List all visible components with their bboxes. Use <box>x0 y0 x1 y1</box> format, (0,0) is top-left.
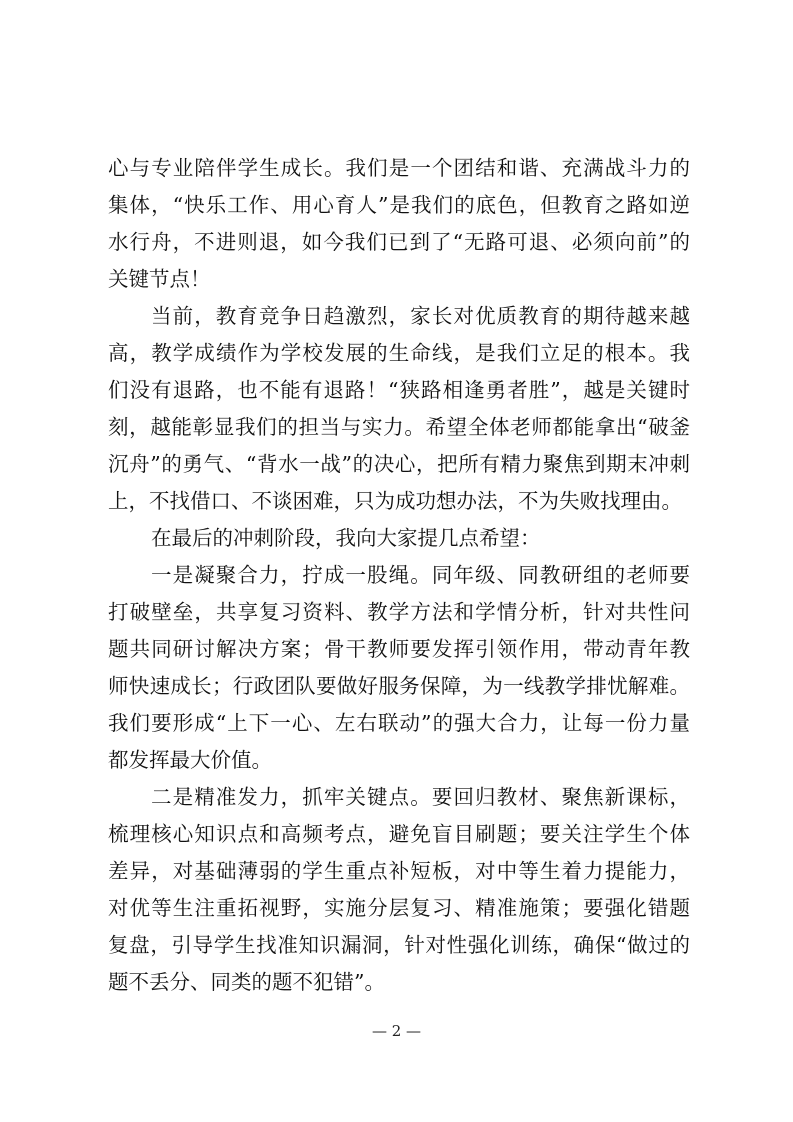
text-line: 题共同研讨解决方案；骨干教师要发挥引领作用，带动青年教 <box>108 637 690 661</box>
text-line: 我们要形成“上下一心、左右联动”的强大合力，让每一份力量 <box>108 711 690 735</box>
document-body <box>108 150 690 1001</box>
text-line: 打破壁垒，共享复习资料、教学方法和学情分析，针对共性问 <box>108 600 690 624</box>
text-line: 题不丢分、同类的题不犯错”。 <box>108 970 385 994</box>
page-number: — 2 — <box>371 1022 422 1040</box>
text-line: 心与专业陪伴学生成长。我们是一个团结和谐、充满战斗力的 <box>108 156 690 180</box>
text-line: 都发挥最大价值。 <box>108 748 272 772</box>
text-line: 师快速成长；行政团队要做好服务保障，为一线教学排忧解难。 <box>108 674 690 698</box>
text-line: 二是精准发力，抓牢关键点。要回归教材、聚焦新课标， <box>151 785 690 809</box>
text-line: 梳理核心知识点和高频考点，避免盲目刷题；要关注学生个体 <box>108 822 690 846</box>
text-line: 水行舟，不进则退，如今我们已到了“无路可退、必须向前”的 <box>108 230 690 254</box>
text-line: 差异，对基础薄弱的学生重点补短板，对中等生着力提能力， <box>108 859 690 883</box>
text-line: 关键节点！ <box>108 267 211 291</box>
paragraph <box>108 520 690 557</box>
text-line: 上，不找借口、不谈困难，只为成功想办法，不为失败找理由。 <box>108 489 682 513</box>
text-line: 们没有退路，也不能有退路！“狭路相逢勇者胜”，越是关键时 <box>108 378 690 402</box>
text-line: 当前，教育竞争日趋激烈，家长对优质教育的期待越来越 <box>151 304 690 328</box>
text-line: 刻，越能彰显我们的担当与实力。希望全体老师都能拿出“破釜 <box>108 415 690 439</box>
text-line: 对优等生注重拓视野，实施分层复习、精准施策；要强化错题 <box>108 896 690 920</box>
text-line: 在最后的冲刺阶段，我向大家提几点希望： <box>151 526 541 550</box>
paragraph <box>108 779 690 1001</box>
paragraph <box>108 298 690 520</box>
paragraph <box>108 150 690 298</box>
paragraph <box>108 557 690 779</box>
text-line: 复盘，引导学生找准知识漏洞，针对性强化训练，确保“做过的 <box>108 933 690 957</box>
text-line: 沉舟”的勇气、“背水一战”的决心，把所有精力聚焦到期末冲刺 <box>108 452 690 476</box>
text-line: 集体，“快乐工作、用心育人”是我们的底色，但教育之路如逆 <box>108 193 690 217</box>
text-line: 一是凝聚合力，拧成一股绳。同年级、同教研组的老师要 <box>151 563 690 587</box>
text-line: 高，教学成绩作为学校发展的生命线，是我们立足的根本。我 <box>108 341 690 365</box>
